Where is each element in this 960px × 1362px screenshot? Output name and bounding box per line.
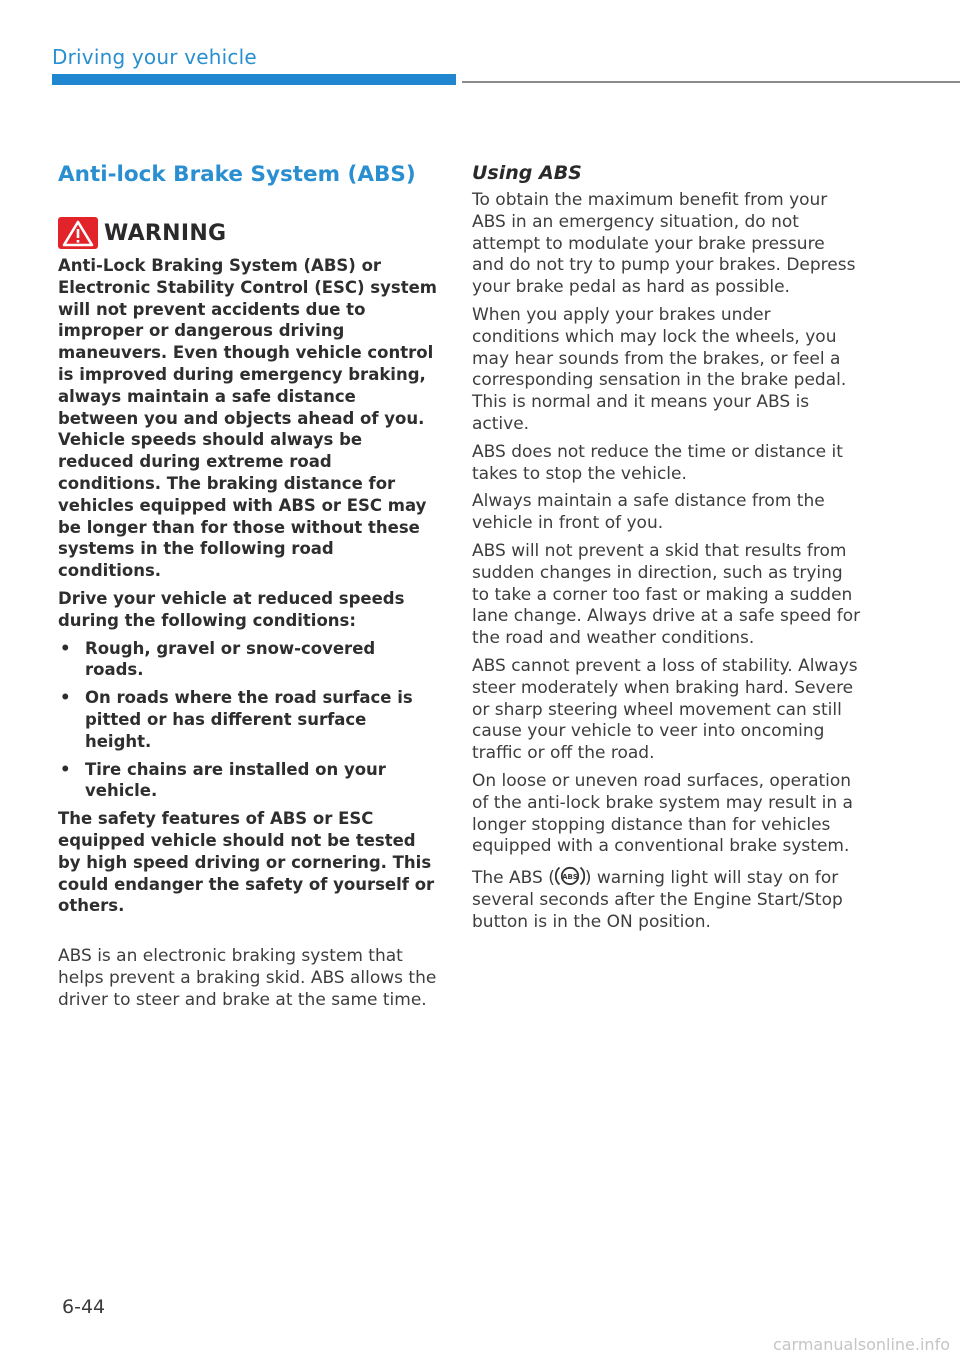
list-item: • Rough, gravel or snow-covered roads.	[60, 638, 376, 680]
paragraph: ABS will not prevent a skid that results from sudden changes in direction, such as trying to take a corner too fast or making a sudden lane change. Always drive at a safe speed for the road and weather conditions.	[472, 540, 861, 649]
intro-text	[58, 946, 438, 1011]
right-column	[472, 160, 862, 934]
page-number: 6-44	[62, 1296, 106, 1318]
left-column	[58, 160, 438, 1012]
abs-light-paragraph: The ABS ( ABS ) warning light will stay on for several seconds after the Engine Start/Stop button is in the ON position.	[472, 864, 862, 933]
paragraph: Always maintain a safe distance from the vehicle in front of you.	[472, 491, 825, 534]
bullet: •	[60, 688, 71, 708]
bullet: •	[60, 638, 71, 658]
abs-warning-light-icon	[555, 864, 585, 888]
intro-paragraph: ABS is an electronic braking system that helps prevent a braking skid. ABS allows the driver to steer and brake at the same time.	[58, 946, 437, 1010]
warning-text	[58, 255, 438, 917]
paragraph: ABS does not reduce the time or distance it takes to stop the vehicle.	[472, 441, 843, 484]
warning-paragraph-2: Drive your vehicle at reduced speeds during the following conditions:	[58, 588, 405, 630]
warning-header	[58, 217, 438, 249]
using-abs-text	[472, 190, 862, 934]
warning-list	[58, 638, 438, 803]
list-item: • On roads where the road surface is pitted or has different surface height.	[60, 688, 413, 751]
warning-paragraph-3: The safety features of ABS or ESC equipped vehicle should not be tested by high speed driving or cornering. This could endanger the safety of yourself or others.	[58, 809, 435, 916]
watermark: carmanualsonline.info	[772, 1335, 950, 1354]
paragraph: When you apply your brakes under conditions which may lock the wheels, you may hear sounds from the brakes, or feel a corresponding sensation in the brake pedal. This is normal and it means your ABS is active.	[472, 304, 847, 434]
warning-label: WARNING	[104, 220, 227, 246]
paragraph: To obtain the maximum benefit from your ABS in an emergency situation, do not attempt to modulate your brake pressure and do not try to pump your brakes. Depress your brake pedal as hard as possible.	[472, 190, 856, 298]
list-item: • Tire chains are installed on your vehicle.	[60, 759, 386, 801]
using-abs-title: Using ABS	[472, 162, 582, 184]
header-bar-gray	[462, 81, 960, 83]
abs-icon-text: ABS	[561, 873, 578, 882]
warning-paragraph-1: Anti-Lock Braking System (ABS) or Electronic Stability Control (ESC) system will not prevent accidents due to improper or dangerous driving maneuvers. Even though vehicle control is improved during emergency braking, always maintain a safe distance between you and objects ahead of you. Vehicle speeds should always be reduced during extreme road conditions. The braking distance for vehicles equipped with ABS or ESC may be longer than for those without these systems in the following road conditions.	[58, 256, 437, 581]
warning-triangle-icon	[58, 217, 98, 249]
header-title: Driving your vehicle	[52, 45, 257, 69]
header-bar-blue	[52, 74, 456, 85]
paragraph: ABS cannot prevent a loss of stability. Always steer moderately when braking hard. Severe or sharp steering wheel movement can still cause your vehicle to veer into oncoming traffic or off the road.	[472, 655, 858, 764]
section-title: Anti-lock Brake System (ABS)	[58, 162, 416, 187]
bullet: •	[60, 759, 71, 779]
paragraph: On loose or uneven road surfaces, operation of the anti-lock brake system may result in a longer stopping distance than for vehicles equipped with a conventional brake system.	[472, 770, 853, 857]
